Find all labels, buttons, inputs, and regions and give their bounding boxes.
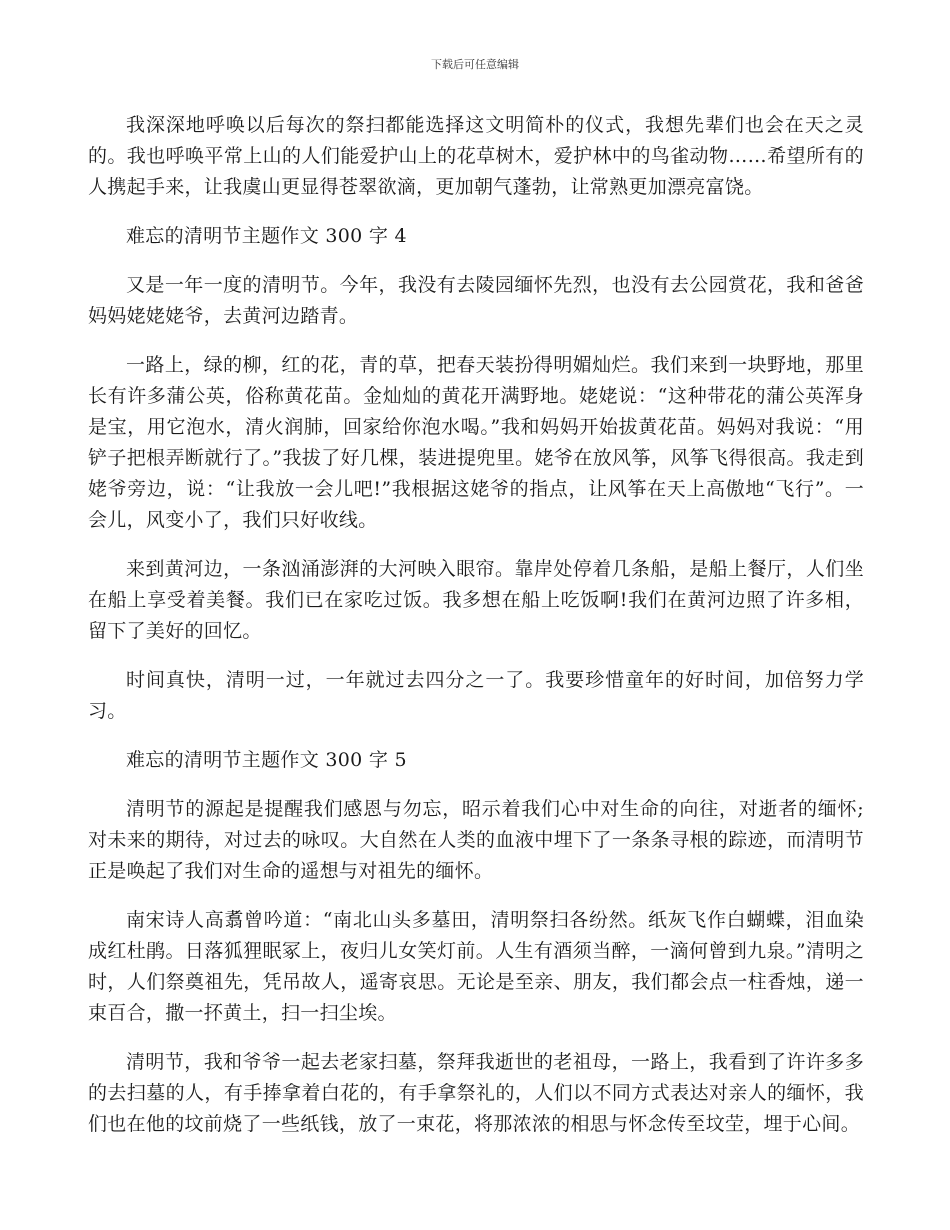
paragraph: 南宋诗人高翥曾吟道：“南北山头多墓田，清明祭扫各纷然。纸灰飞作白蝴蝶，泪血染成红杜鹃。日落狐狸眠冢上，夜归儿女笑灯前。人生有酒须当醉，一滴何曾到九泉。”清明之时，人们祭奠祖先，凭吊故人，遥寄哀思。无论是至亲、朋友，我们都会点一柱香烛，递一束百合，撒一抔黄土，扫一扫尘埃。 (88, 909, 864, 1024)
paragraph: 时间真快，清明一过，一年就过去四分之一了。我要珍惜童年的好时间，加倍努力学习。 (88, 669, 864, 722)
section-heading: 难忘的清明节主题作文 300 字 4 (126, 225, 407, 247)
paragraph: 清明节，我和爷爷一起去老家扫墓，祭拜我逝世的老祖母，一路上，我看到了许许多多的去扫墓的人，有手捧拿着白花的，有手拿祭礼的，人们以不同方式表达对亲人的缅怀，我们也在他的坟前烧了一些纸钱，放了一束花，将那浓浓的相思与怀念传至坟茔，埋于心间。 (88, 1051, 864, 1135)
page-header: 下载后可任意编辑 (431, 58, 519, 71)
paragraph: 又是一年一度的清明节。今年，我没有去陵园缅怀先烈，也没有去公园赏花，我和爸爸妈妈姥姥姥爷，去黄河边踏青。 (88, 274, 864, 327)
paragraph: 清明节的源起是提醒我们感恩与勿忘，昭示着我们心中对生命的向往，对逝者的缅怀;对未来的期待，对过去的咏叹。大自然在人类的血液中埋下了一条条寻根的踪迹，而清明节正是唤起了我们对生命的遥想与对祖先的缅怀。 (88, 798, 864, 882)
section-heading: 难忘的清明节主题作文 300 字 5 (126, 749, 407, 771)
paragraph: 来到黄河边，一条汹涌澎湃的大河映入眼帘。靠岸处停着几条船，是船上餐厅，人们坐在船上享受着美餐。我们已在家吃过饭。我多想在船上吃饭啊!我们在黄河边照了许多相，留下了美好的回忆。 (88, 558, 864, 642)
paragraph: 我深深地呼唤以后每次的祭扫都能选择这文明简朴的仪式，我想先辈们也会在天之灵的。我也呼唤平常上山的人们能爱护山上的花草树木，爱护林中的鸟雀动物……希望所有的人携起手来，让我虞山更显得苍翠欲滴，更加朝气蓬勃，让常熟更加漂亮富饶。 (88, 114, 864, 198)
document-body (88, 110, 864, 1158)
paragraph: 一路上，绿的柳，红的花，青的草，把春天装扮得明媚灿烂。我们来到一块野地，那里长有许多蒲公英，俗称黄花苗。金灿灿的黄花开满野地。姥姥说：“这种带花的蒲公英浑身是宝，用它泡水，清火润肺，回家给你泡水喝。”我和妈妈开始拔黄花苗。妈妈对我说：“用铲子把根弄断就行了。”我拔了好几棵，装进提兜里。姥爷在放风筝，风筝飞得很高。我走到姥爷旁边，说：“让我放一会儿吧!”我根据这姥爷的指点，让风筝在天上高傲地“飞行”。一会儿，风变小了，我们只好收线。 (88, 354, 864, 531)
